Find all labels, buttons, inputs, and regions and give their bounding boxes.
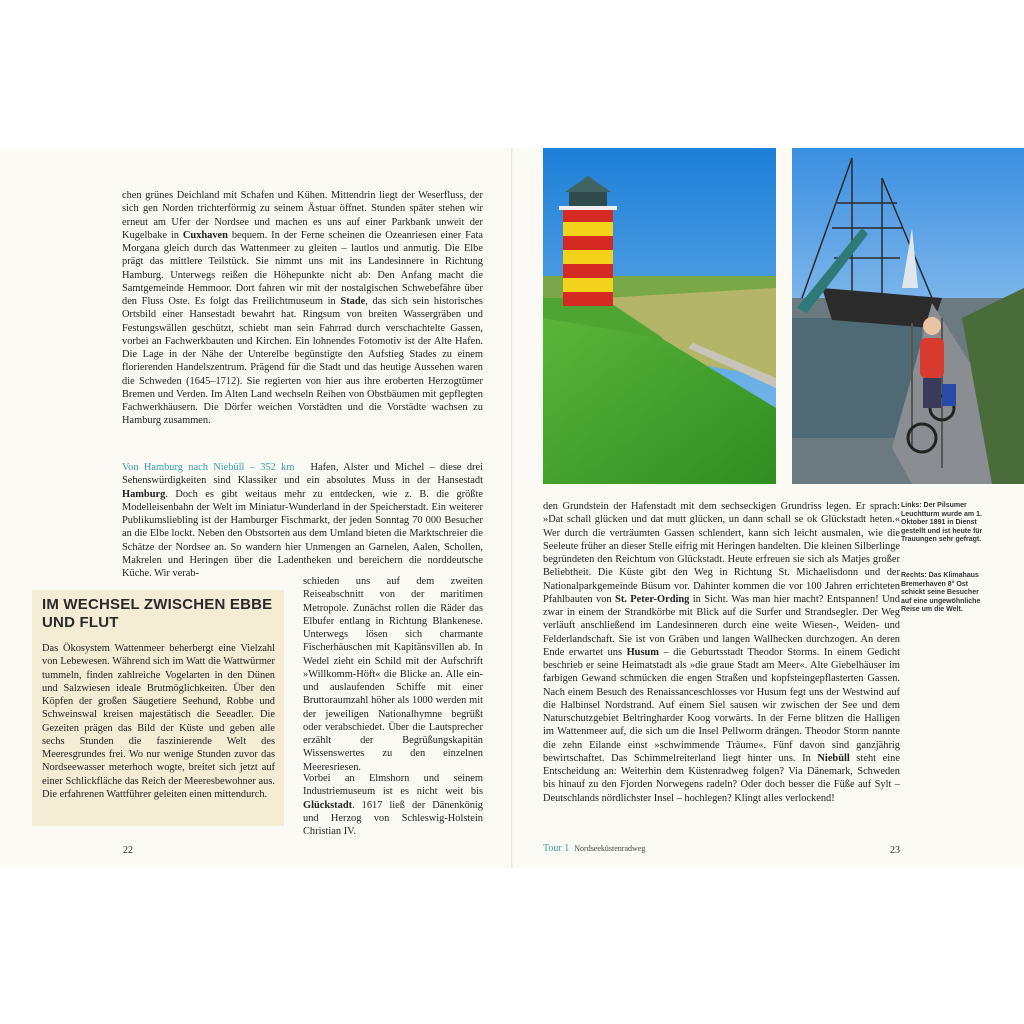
right-main-paragraph: den Grundstein der Hafenstadt mit dem sechseckigen Grundriss legen. Er sprach: »Dat schall glücken und dat mutt glücken, un dann schall se ok Glückstadt heten.« Wer durch die verträumten Gassen schlendert, kann sich leicht ausmalen, wie die Seeleute früher an dieser Stelle eifrig mit Heringen handelten. Die kleinen Silberlinge begründeten den Reichtum von Glückstadt. Heute erfreuen sie sich als Matjes großer Beliebtheit. Die Küste gibt den Weg in Richtung St. Michaelisdonn und der Nationalparkgemeinde Büsum vor. Dahinter kommen die vor 100 Jahren errichteten Pfahlbauten von St. Peter-Ording in Sicht. Was man hier macht? Entspannen! Und zwar in einem der Strandkörbe mit Blick auf die Surfer und Strandsegler. Der Weg verläuft anschließend im Landesinneren durch eine weite Wiesen-, Weiden- und Felderlandschaft. Sie ist von Gräben und langen Wallhecken durchzogen. An deren Ende erwartet uns Husum – die Geburtsstadt Theodor Storms. In einem Gedicht beschrieb er seine Heimatstadt als »die graue Stadt am Meer«. Alte Giebelhäuser im farbigen Gewand schmücken die engen Straßen und kopfsteingepflasterten Gassen. Nach einem Besuch des Renaissanceschlosses vor Husum fegt uns der Westwind auf die Halbinsel Nordstrand. Auf einem Siel sausen wir zwischen der See und dem Naturschutzgebiet Beltringharder Koog vorwärts. In der Ferne blitzen die Halligen im Wattenmeer auf, die sich um die Insel Pellworm drängen. Theodor Storm nannte die zehn Eilande einst »schwimmende Träume«. Fünf davon sind ganzjährig bewirtschaftet. Das Schimmelreiterland liegt hinter uns. In Niebüll steht eine Entscheidung an: Weiterhin dem Küstenradweg folgen? Via Dänemark, Schweden bis hinauf zu den Fjorden Norwegens radeln? Oder doch besser die Füße auf Sylt – Deutschlands nördlichster Insel – hochlegen? Klingt alles verlockend! — [543, 501, 900, 804]
info-box-title: IM WECHSEL ZWISCHEN EBBE UND FLUT — [42, 596, 273, 631]
info-box-text: Das Ökosystem Wattenmeer beherbergt eine Vielzahl von Lebewesen. Während sich im Watt die Wattwürmer tummeln, finden zahlreiche Vogelarten in den Dünen und Salzwiesen ideale Brutmöglichkeiten. Über den Köpfen der großen Säugetiere Seehund, Robbe und Schweinswal kreisen majestätisch die Seeadler. Die Gezeiten prägen das Bild der Küste und geben alle sechs Stunden die faszinierende Welt des Meeresgrundes frei. Wo nur wenige Stunden zuvor das Nordseewasser meterhoch wogte, breitet sich jetzt auf einer Schlickfläche das Reich der Meeresbewohner aus. Die erfahrenen Wattführer geleiten einen mittendurch. — [42, 643, 275, 800]
left-col2-paragraph: schieden uns auf dem zweiten Reiseabschnitt von der maritimen Metropole. Zunächst rollen die Räder das Elbufer entlang in Richtung Blankenese. Unterwegs lösen sich charmante Fischerhäuschen mit Kapitänsvillen ab. In Wedel zieht ein Schild mit der Aufschrift »Willkomm-Höft« die Blicke an. Alle ein- und auslaufenden Schiffe mit einer Bruttoraumzahl höher als 1000 werden mit der jeweiligen Nationalhymne begrüßt oder verabschiedet. Über die Lautsprecher erzählt der Begrüßungskapitän Wissenswertes zu den einzelnen Meeresriesen. — [303, 576, 483, 773]
page-number-left: 22 — [123, 845, 133, 856]
book-gutter — [511, 148, 513, 868]
caption-left-photo: Links: Der Pilsumer Leuchtturm wurde am 1. Oktober 1891 in Dienst gestellt und ist heute für Trauungen sehr gefragt. — [901, 502, 983, 544]
footer-section: Nordseeküstenradweg — [574, 844, 646, 853]
footer-tour: Tour 1 — [543, 843, 570, 854]
page-number-right: 23 — [890, 845, 900, 856]
caption-right-photo: Rechts: Das Klimahaus Bremerhaven 8° Ost schickt seine Besucher auf eine ungewöhnliche Reise um die Welt. — [901, 572, 981, 614]
place-hamburg: Hamburg — [122, 488, 166, 500]
place-cuxhaven: Cuxhaven — [182, 229, 228, 241]
photo-harbor-cyclist — [792, 148, 1024, 484]
left-col2-paragraph-2: Vorbei an Elmshorn und seinem Industriemuseum ist es nicht weit bis Glückstadt. 1617 ließ der Dänenkönig und Herzog von Schleswig-Holstein Christian IV. — [303, 773, 483, 837]
place-stade: Stade — [340, 296, 366, 307]
photo-lighthouse — [543, 148, 776, 484]
footer-running-head — [543, 843, 645, 854]
place-niebuell: Niebüll — [817, 752, 850, 764]
left-section-paragraph: Von Hamburg nach Niebüll – 352 km Hafen, Alster und Michel – diese drei Sehenswürdigkeiten sind Klassiker und ein absolutes Muss in der Hansestadt Hamburg. Doch es gibt weitaus mehr zu entdecken, wie z. B. die größte Modelleisenbahn der Welt im Miniatur-Wunderland in der Speicherstadt. Ein weiterer Publikumsliebling ist der Hamburger Fischmarkt, der jeden Sonntag 70 000 Besucher an die Elbe lockt. Neben den Obstsorten aus dem Umland bieten die Marktschreier die Schätze der Nordsee an. So wandern hier Unmengen an Garnelen, Aalen, Schollen, Makrelen und Heringen über die Ladentheken und bereichern die norddeutsche Küche. Wir verab- — [122, 462, 484, 579]
left-top-paragraph: chen grünes Deichland mit Schafen und Kühen. Mittendrin liegt der Weserfluss, der sich gen Norden trichterförmig zu seinem Ästuar öffnet. Stunden später stehen wir erneut am Ufer der Nordsee und machen es uns auf einer Parkbank unweit der Kugelbake in Cuxhaven bequem. In der Ferne scheinen die Ozeanriesen einer Fata Morgana gleich durch das Wattenmeer zu gleiten – lautlos und anmutig. Die Elbe prägt das mittlere Teilstück. Sie nimmt uns mit ins Landesinnere in Richtung Hamburg. Unterwegs reißen die Höhepunkte nicht ab: Den Anfang macht die Samtgemeinde Hemmoor. Dort fahren wir mit der nostalgischen Schwebefähre über den Fluss Oste. Es folgt das Freilichtmuseum in Stade, das sich sein historisches Ortsbild einer Hansestadt bewahrt hat. Ringsum von breiten Wassergräben und Festungswällen geschützt, schiebt man sein Fahrrad durch verschachtelte Gassen, vorbei an Fachwerkbauten und Kirchen. Ein lohnendes Fotomotiv ist der Alte Hafen. Die Lage in der Nähe der Unterelbe begünstigte den Aufstieg Stades zu einem florierenden Handelszentrum. Prägend für die Stadt und das heutige Aussehen waren die Schweden (1645–1712). Sie regierten von hier aus ihre eroberten Herzogtümer Bremen und Verden. Im Alten Land wechseln Reihen von Obstbäumen mit gepflegten Fachwerkhäusern. Die Dörfer weichen Vorstädten und die Vorstädte wachsen zu Hamburg zusammen. — [122, 190, 483, 427]
place-glueckstadt: Glückstadt — [303, 799, 353, 811]
place-st-peter-ording: St. Peter-Ording — [615, 593, 690, 605]
info-box — [32, 590, 284, 826]
place-husum: Husum — [626, 646, 659, 658]
section-heading: Von Hamburg nach Niebüll – 352 km — [122, 462, 295, 473]
